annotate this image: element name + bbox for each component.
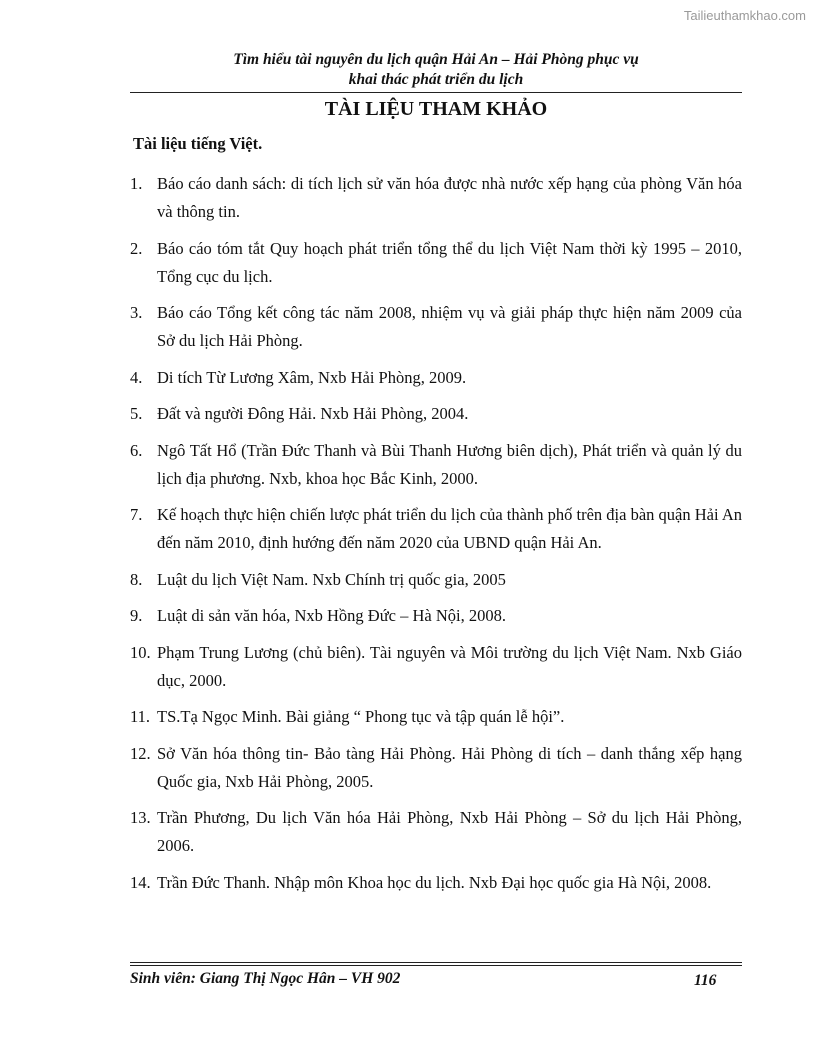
footer-student-name: Sinh viên: Giang Thị Ngọc Hân – VH 902 xyxy=(130,970,401,987)
section-subtitle: Tài liệu tiếng Việt. xyxy=(133,134,263,153)
reference-item xyxy=(130,740,742,796)
footer-divider-secondary xyxy=(130,965,742,966)
reference-number: 5. xyxy=(130,404,143,423)
reference-text: Kế hoạch thực hiện chiến lược phát triển du lịch của thành phố trên địa bàn quận Hải An đến năm 2010, định hướng đến năm 2020 của UBND quận Hải An. xyxy=(157,505,742,552)
reference-number: 11. xyxy=(130,707,151,726)
reference-item xyxy=(130,566,742,594)
reference-number: 4. xyxy=(130,367,143,387)
reference-text: TS.Tạ Ngọc Minh. Bài giảng “ Phong tục và tập quán lễ hội”. xyxy=(157,707,565,726)
reference-number: 13. xyxy=(130,808,151,827)
reference-number: 14. xyxy=(130,872,151,892)
reference-number: 9. xyxy=(130,606,143,625)
reference-item xyxy=(130,364,742,392)
reference-item xyxy=(130,869,742,897)
reference-text: Trần Đức Thanh. Nhập môn Khoa học du lịch. Nxb Đại học quốc gia Hà Nội, 2008. xyxy=(157,872,712,892)
reference-text: Ngô Tất Hổ (Trần Đức Thanh và Bùi Thanh Hương biên dịch), Phát triển và quản lý du lịch địa phương. Nxb, khoa học Bắc Kinh, 2000. xyxy=(157,440,742,488)
reference-number: 8. xyxy=(130,569,143,589)
reference-text: Sở Văn hóa thông tin- Bảo tàng Hải Phòng. Hải Phòng di tích – danh thắng xếp hạng Quốc gia, Nxb Hải Phòng, 2005. xyxy=(157,743,742,791)
reference-item xyxy=(130,501,742,557)
reference-text: Luật du lịch Việt Nam. Nxb Chính trị quốc gia, 2005 xyxy=(157,569,506,589)
header-line-2: khai thác phát triển du lịch xyxy=(348,71,524,88)
reference-item xyxy=(130,602,742,630)
reference-number: 7. xyxy=(130,505,143,524)
header-line-1: Tìm hiểu tài nguyên du lịch quận Hải An – Hải Phòng phục vụ xyxy=(233,51,639,68)
reference-text: Di tích Từ Lương Xâm, Nxb Hải Phòng, 2009. xyxy=(157,367,467,387)
page-number: 116 xyxy=(694,972,717,989)
reference-text: Luật di sản văn hóa, Nxb Hồng Đức – Hà Nội, 2008. xyxy=(157,606,506,625)
reference-text: Báo cáo danh sách: di tích lịch sử văn hóa được nhà nước xếp hạng của phòng Văn hóa và thông tin. xyxy=(157,174,742,221)
reference-item xyxy=(130,400,742,428)
reference-text: Trần Phương, Du lịch Văn hóa Hải Phòng, Nxb Hải Phòng – Sở du lịch Hải Phòng, 2006. xyxy=(157,808,742,855)
reference-item xyxy=(130,170,742,226)
watermark-text: Tailieuthamkhao.com xyxy=(683,8,806,23)
reference-text: Báo cáo Tổng kết công tác năm 2008, nhiệm vụ và giải pháp thực hiện năm 2009 của Sở du lịch Hải Phòng. xyxy=(157,303,742,350)
reference-number: 2. xyxy=(130,238,143,258)
reference-number: 3. xyxy=(130,303,143,322)
reference-item xyxy=(130,437,742,493)
reference-number: 1. xyxy=(130,174,143,193)
reference-item xyxy=(130,235,742,291)
reference-item xyxy=(130,703,742,731)
footer-divider xyxy=(130,962,742,963)
reference-number: 6. xyxy=(130,440,143,460)
reference-number: 12. xyxy=(130,743,151,763)
header-divider xyxy=(130,92,742,93)
reference-item xyxy=(130,639,742,695)
running-header xyxy=(130,50,742,90)
reference-text: Báo cáo tóm tắt Quy hoạch phát triển tổng thể du lịch Việt Nam thời kỳ 1995 – 2010, Tổng cục du lịch. xyxy=(157,238,742,286)
page-title: TÀI LIỆU THAM KHẢO xyxy=(324,98,548,120)
reference-list xyxy=(130,170,742,905)
reference-item xyxy=(130,804,742,860)
reference-text: Đất và người Đông Hải. Nxb Hải Phòng, 2004. xyxy=(157,404,469,423)
reference-number: 10. xyxy=(130,642,151,662)
reference-item xyxy=(130,299,742,355)
reference-text: Phạm Trung Lương (chủ biên). Tài nguyên và Môi trường du lịch Việt Nam. Nxb Giáo dục, 2000. xyxy=(157,642,742,690)
